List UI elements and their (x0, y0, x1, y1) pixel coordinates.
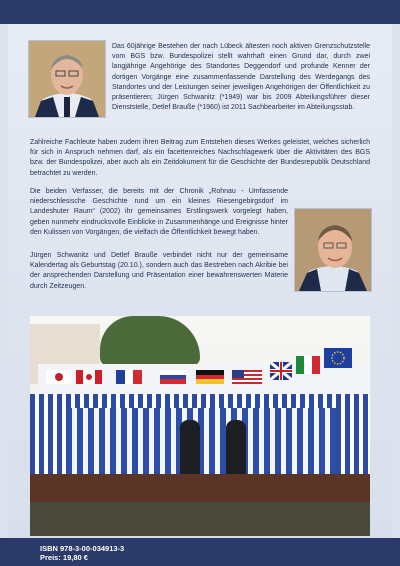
contributors-paragraph: Zahlreiche Fachleute haben zudem ihren Beitrag zum Entstehen dieses Werkes geleistet, welches sicherlich für sich in Anspruch nehmen darf, als ein facettenreiches Nachschlagewerk über die Aktivitäten des BGS bzw. der Bundespolizei, aber auch als ein Zeitdokument für die Geschichte der Bundesrepublik Deutschland betrachtet zu werden. (30, 139, 370, 177)
canada-flag-icon (76, 370, 102, 384)
portrait-illustration (29, 41, 105, 117)
france-flag-icon (116, 370, 142, 384)
tree-background (100, 316, 200, 366)
uk-flag-icon (270, 362, 292, 380)
officer-figure-left (180, 420, 200, 476)
intro-paragraph: Das 60jährige Bestehen der nach Lübeck ältesten noch aktiven Grenzschutzstelle vom BGS bzw. Bundespolizei stellt wahrhaft einen Grund dar, durch zwei langjährige Angehörige des Standortes Deggendorf und profunde Kenner der dortigen Vorgänge eine zusammenfassende Darstellung des Werdegangs des Standortes und der Leistungen seiner jeweiligen Angehörigen der Öffentlichkeit zu präsentieren; Jürgen Schwanitz (*1949) war bis 2009 Abteilungsführer dieser Dienststelle, Detlef Braußе (*1960) ist 2011 Sachbearbeiter im Abteilungsstab. (112, 43, 370, 112)
striped-booth-inner (66, 408, 336, 476)
russia-flag-icon (160, 370, 186, 384)
isbn-label: ISBN 978-3-00-034913-3 (40, 544, 125, 553)
lawn-ground (30, 502, 370, 536)
usa-flag-icon (232, 370, 262, 384)
officer-figure-right (226, 420, 246, 476)
flag-booth-photo (30, 316, 370, 536)
authors-paragraph: Die beiden Verfasser, die bereits mit der Chronik „Rohnau - Umfassende niederschlesische Geschichte rund um ein kleines Riesengebirgsdorf im Landeshuter Raum“ (2002) ihr gemeinsames Erstlingswerk vorgelegt haben, geben nunmehr eindrucksvolle Einblicke in Zusammenhänge und Ereignisse hinter den Kulissen von Vorgängen, die vielfach die Öffentlichkeit bewegt haben. (30, 188, 288, 236)
eu-flag-icon (324, 348, 352, 368)
booth-bench (30, 474, 370, 502)
author-photo-top (28, 40, 106, 118)
italy-flag-icon (296, 356, 320, 374)
author-photo-bottom (294, 208, 372, 292)
japan-flag-icon (46, 370, 72, 384)
germany-flag-icon (196, 370, 224, 384)
price-label: Preis: 19,80 € (40, 553, 88, 562)
birthday-paragraph: Jürgen Schwanitz und Detlef Brauße verbindet nicht nur der gemeinsame Kalendertag als Geburtstag (20.10.), sondern auch das Bestreben nach Akribie bei der ansprechenden Darstellung und Präsentation einer bewahrenswerten Materie durch Zeitzeugen. (30, 252, 288, 290)
portrait-illustration (295, 209, 371, 291)
top-band (0, 0, 400, 24)
